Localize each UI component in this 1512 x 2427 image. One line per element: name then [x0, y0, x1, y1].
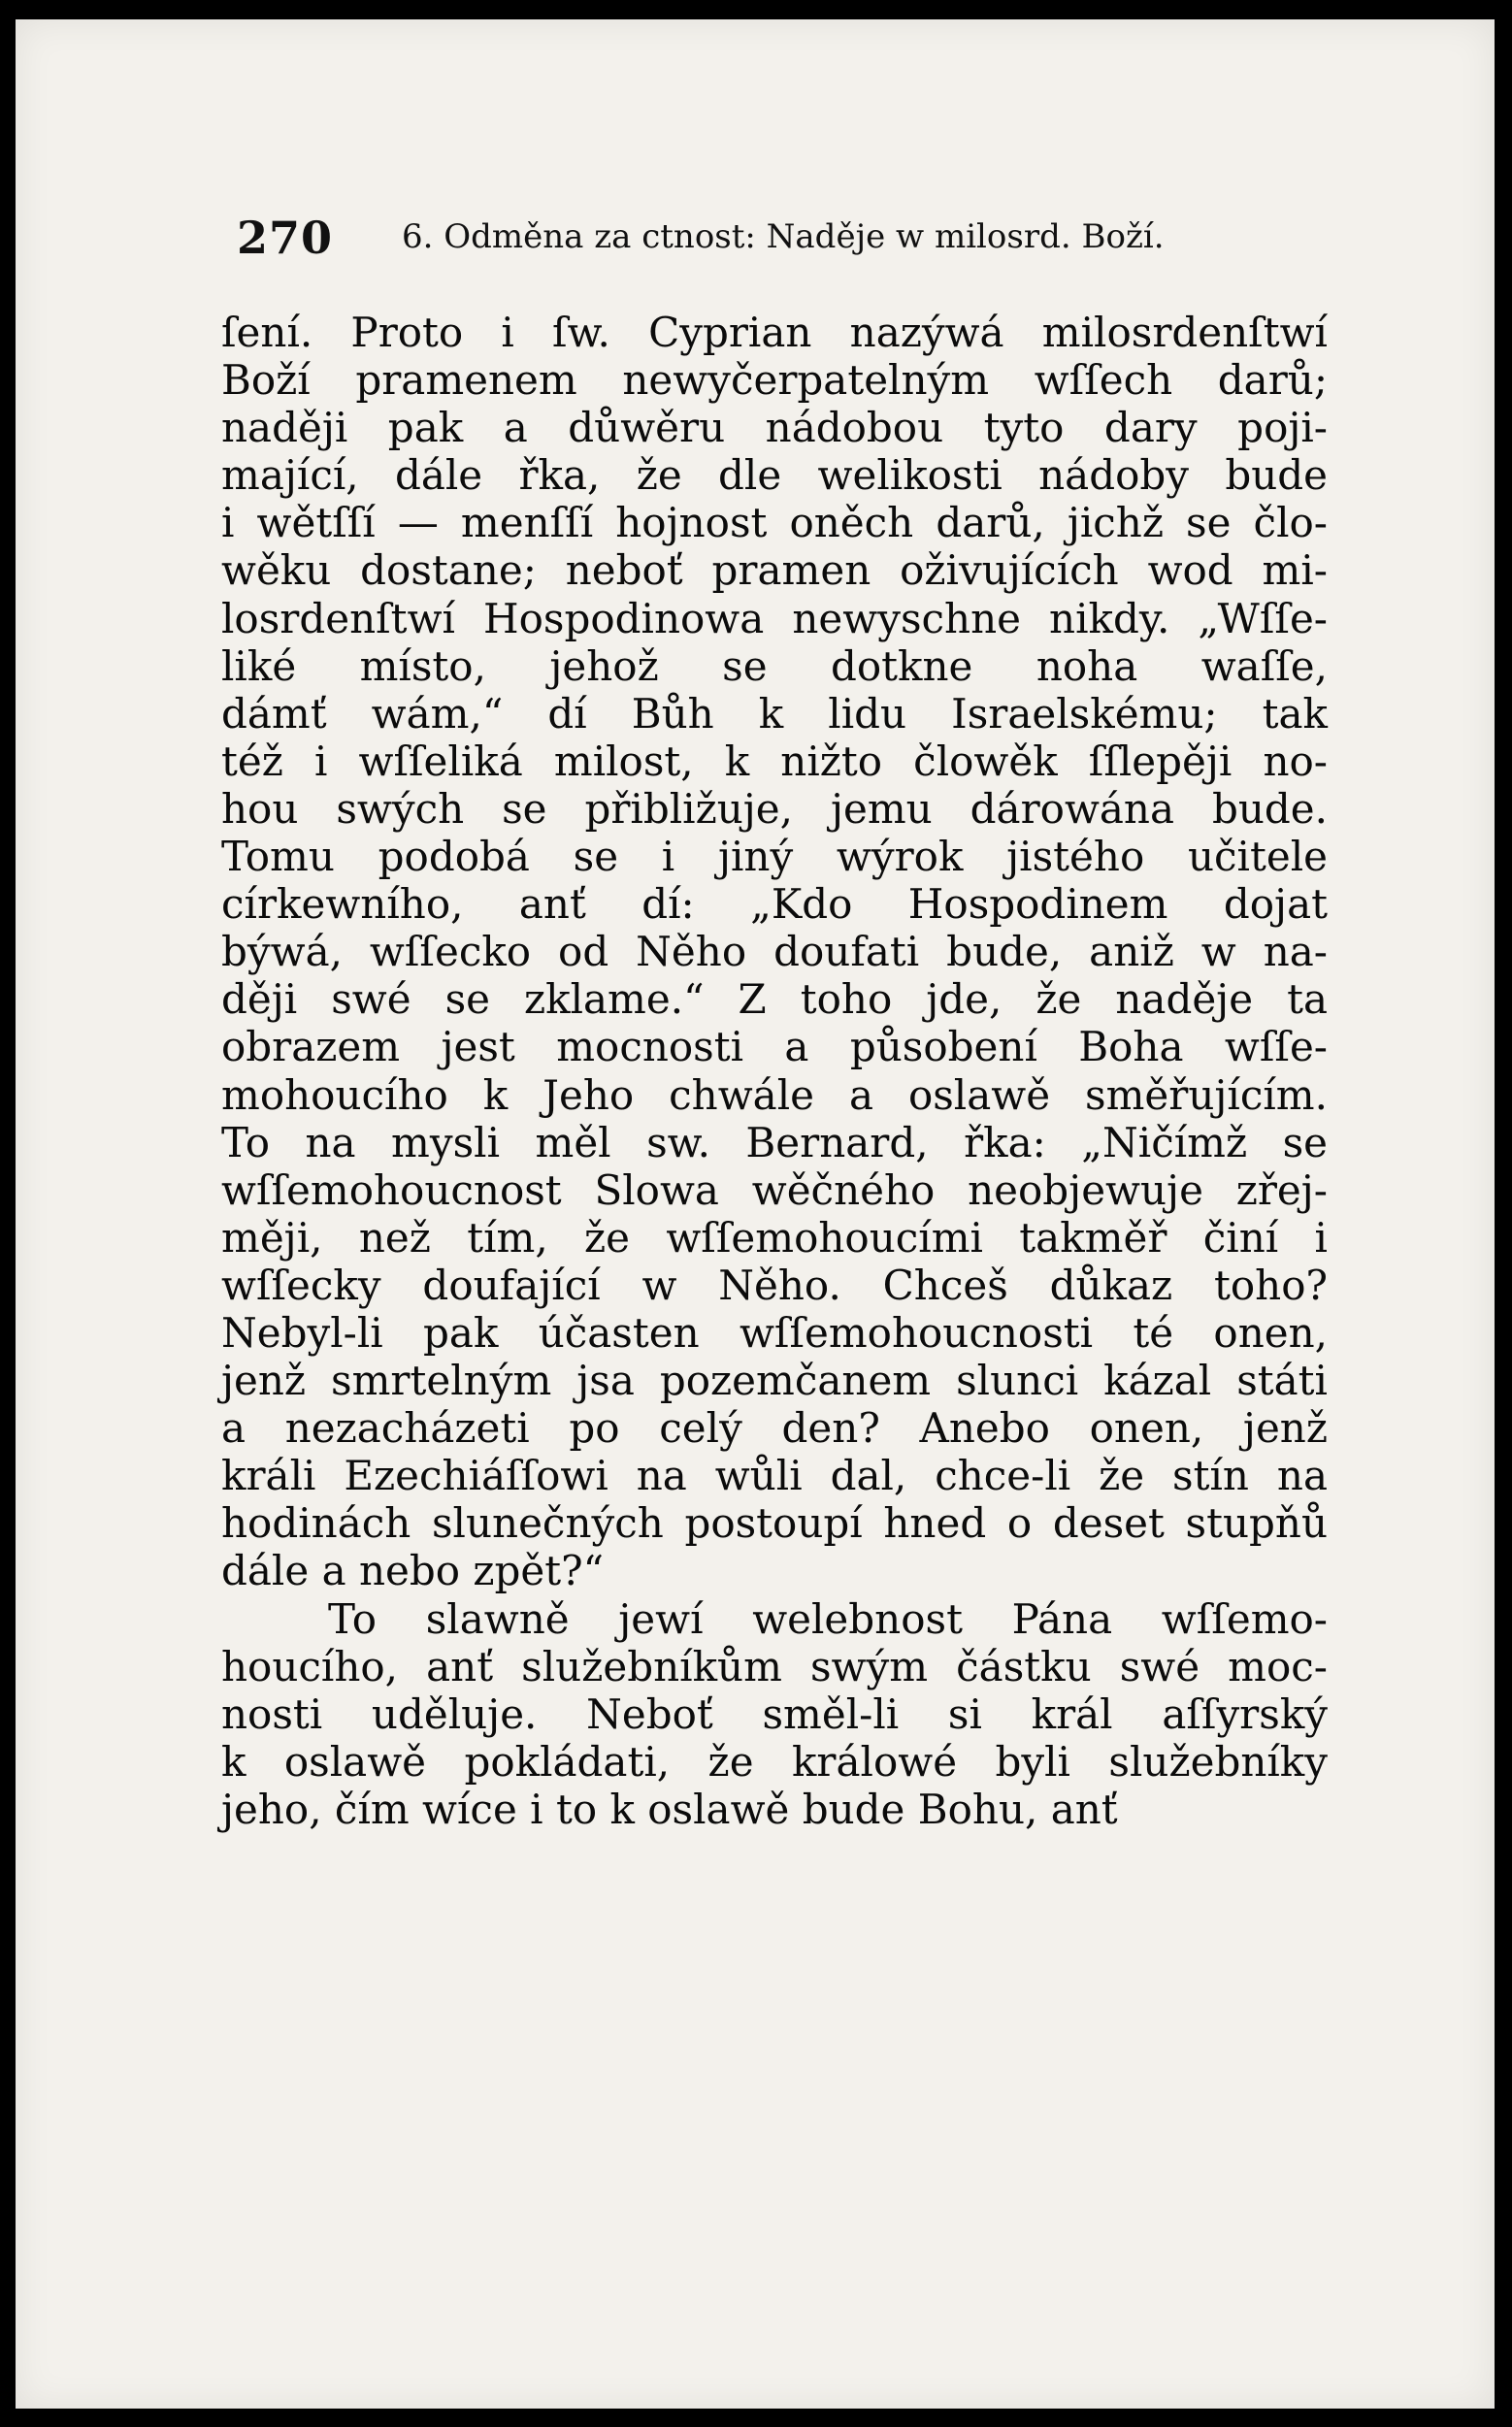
page-header: [237, 212, 1333, 266]
text-line: mohoucího k Jeho chwále a oslawě směřujícím.: [221, 1070, 1328, 1119]
text-line: nosti uděluje. Neboť směl-li si král aſſyrský: [221, 1689, 1328, 1738]
text-line: wſſecky doufající w Něho. Chceš důkaz toho?: [221, 1261, 1328, 1309]
text-line: měji, než tím, že wſſemohoucími takměř činí i: [221, 1213, 1328, 1262]
text-line: losrdenſtwí Hospodinowa newyschne nikdy. „Wſſe-: [221, 594, 1328, 642]
text-line: a nezacházeti po celý den? Anebo onen, jenž: [221, 1404, 1328, 1453]
text-line: mající, dále řka, že dle welikosti nádoby bude: [221, 451, 1328, 500]
text-line: jenž smrtelným jsa pozemčanem slunci kázal státi: [221, 1357, 1328, 1405]
text-line: dámť wám,“ dí Bůh k lidu Israelskému; tak: [221, 689, 1328, 738]
text-line: ſení. Proto i ſw. Cyprian nazýwá milosrdenſtwí: [221, 309, 1328, 356]
text-line: obrazem jest mocnosti a působení Boha wſſe-: [221, 1023, 1328, 1071]
text-line: liké místo, jehož se dotkne noha waſſe,: [221, 641, 1328, 690]
text-line: též i wſſeliká milost, k nižto člowěk ſſlepěji no-: [221, 737, 1328, 785]
text-line: houcího, anť služebníkům swým částku swé moc-: [221, 1642, 1328, 1690]
text-line: králi Ezechiáſſowi na wůli dal, chce-li že stín na: [221, 1452, 1328, 1500]
text-line: hou swých se přibližuje, jemu dárowána bude.: [221, 784, 1328, 833]
text-line: i wětſſí — menſſí hojnost oněch darů, jichž se člo-: [221, 499, 1328, 547]
text-line: wěku dostane; neboť pramen oživujících wod mi-: [221, 546, 1328, 595]
body-text: [221, 309, 1328, 1833]
text-line: jeho, čím wíce i to k oslawě bude Bohu, anť: [221, 1785, 1118, 1833]
text-line: ději swé se zklame.“ Z toho jde, že naděje ta: [221, 975, 1328, 1024]
text-line: Tomu podobá se i jiný wýrok jistého učitele: [221, 833, 1328, 881]
page-number: 270: [237, 212, 334, 264]
text-line: To slawně jewí welebnost Pána wſſemo-: [328, 1594, 1328, 1643]
text-line: Boží pramenem newyčerpatelným wſſech darů;: [221, 356, 1328, 405]
text-line: Nebyl-li pak účasten wſſemohoucnosti té onen,: [221, 1308, 1328, 1357]
text-line: wſſemohoucnost Slowa wěčného neobjewuje zřej-: [221, 1165, 1328, 1214]
text-line: církewního, anť dí: „Kdo Hospodinem dojat: [221, 880, 1328, 929]
text-line: hodinách slunečných postoupí hned o deset stupňů: [221, 1499, 1328, 1548]
text-line: naději pak a důwěru nádobou tyto dary poji-: [221, 404, 1328, 452]
running-head: 6. Odměna za ctnost: Naděje w milosrd. Boží.: [402, 217, 1165, 256]
text-line: býwá, wſſecko od Něho doufati bude, aniž w na-: [221, 928, 1328, 976]
text-line: dále a nebo zpět?“: [221, 1547, 605, 1595]
text-line: To na mysli měl sw. Bernard, řka: „Ničímž se: [221, 1118, 1328, 1166]
text-line: k oslawě pokládati, že králowé byli služebníky: [221, 1737, 1328, 1786]
